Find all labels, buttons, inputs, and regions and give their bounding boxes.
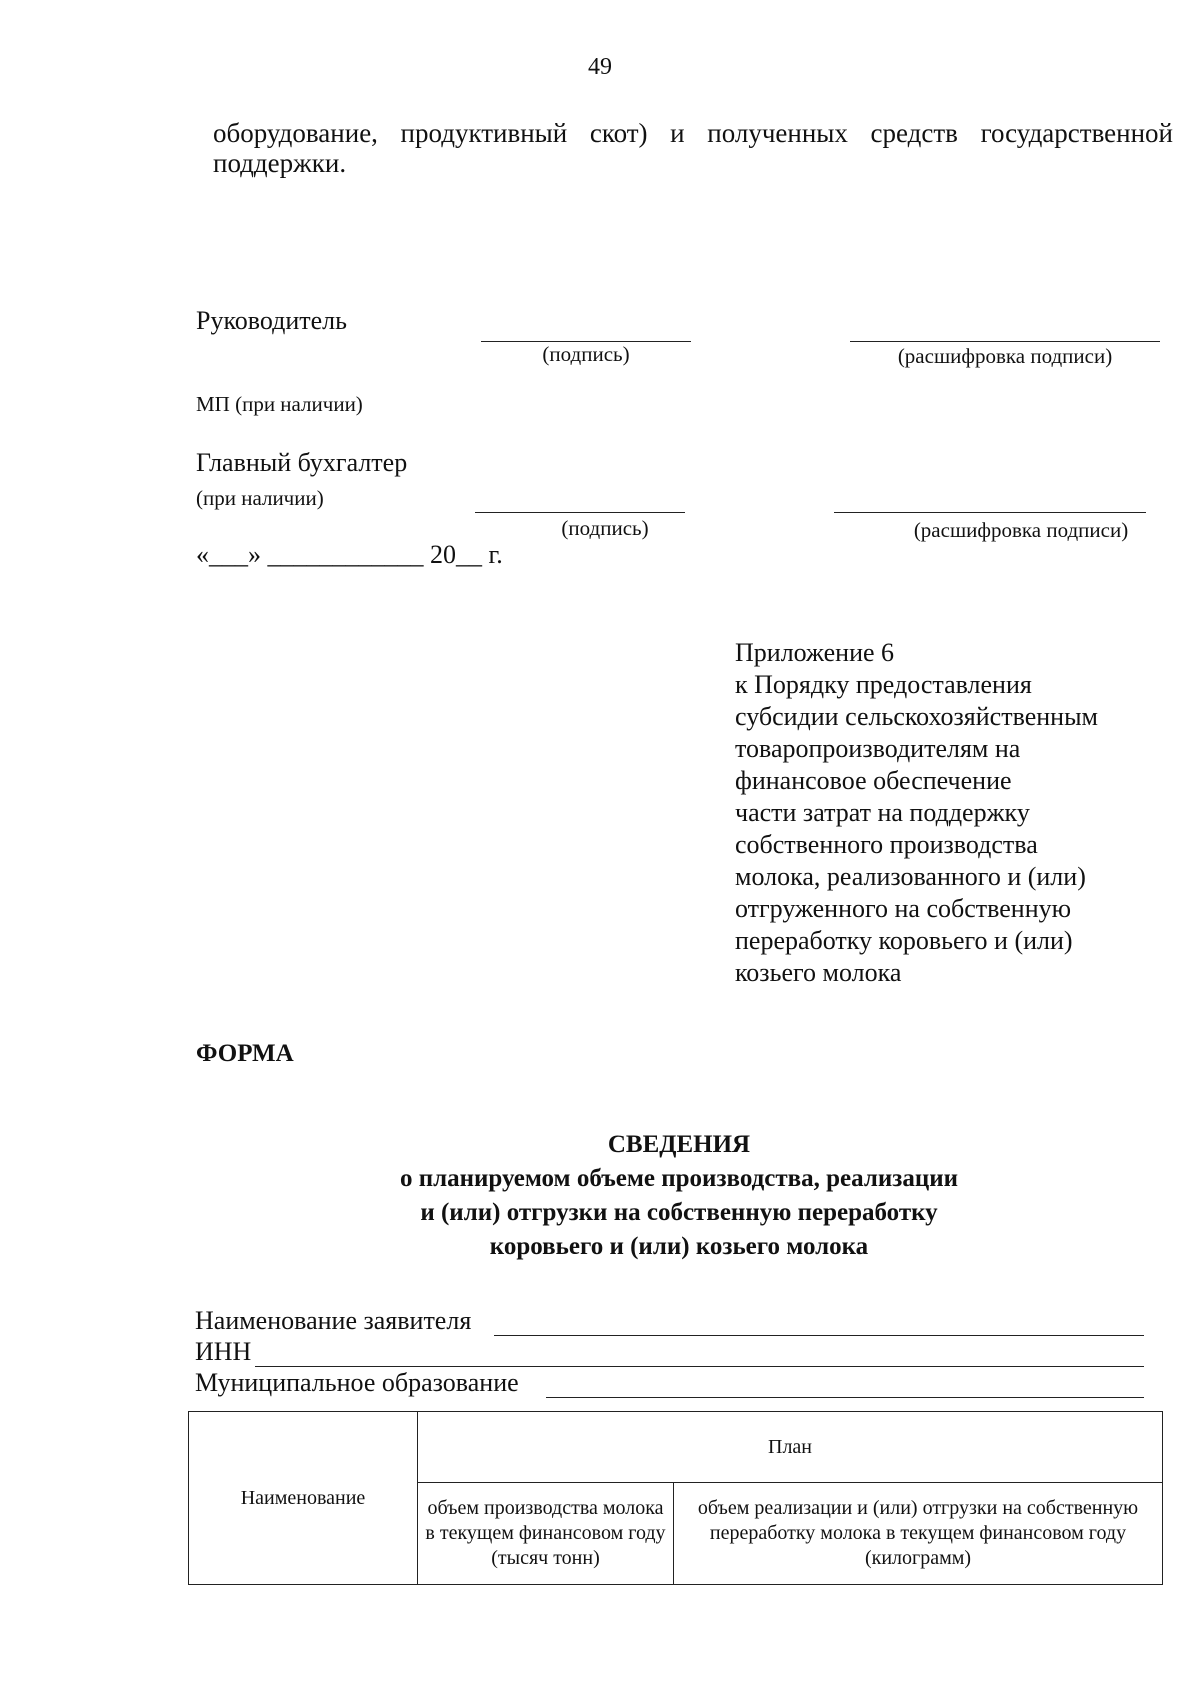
chief-accountant-label: Главный бухгалтер — [196, 448, 408, 477]
accountant-decoding-line — [834, 512, 1146, 513]
heading-line-2: и (или) отгрузки на собственную переработку — [420, 1199, 938, 1226]
appendix-line: отгруженного на собственную — [735, 894, 1072, 923]
signature-caption: (подпись) — [542, 342, 630, 366]
heading-line-1: о планируемом объеме производства, реализации — [399, 1165, 959, 1192]
signature-caption-2: (подпись) — [561, 516, 649, 540]
appendix-line: части затрат на поддержку — [735, 798, 1030, 827]
table-header-production: объем производства молока в текущем финансовом году (тысяч тонн) — [418, 1483, 674, 1585]
appendix-line: финансовое обеспечение — [735, 766, 1012, 795]
heading-line-3: коровьего и (или) козьего молока — [489, 1233, 869, 1260]
appendix-line: товаропроизводителям на — [735, 734, 1021, 763]
decoding-caption: (расшифровка подписи) — [897, 344, 1113, 368]
municipality-label: Муниципальное образование — [195, 1368, 519, 1397]
form-label: ФОРМА — [196, 1040, 294, 1067]
appendix-line: переработку коровьего и (или) — [735, 926, 1073, 955]
stamp-label: МП (при наличии) — [196, 392, 363, 416]
director-decoding-line — [850, 341, 1160, 342]
continuation-paragraph: оборудование, продуктивный скот) и полученных средств государственной поддержки. — [213, 118, 1173, 178]
applicant-name-line — [494, 1335, 1144, 1336]
plan-table — [188, 1411, 1163, 1585]
inn-label: ИНН — [195, 1337, 252, 1366]
table-header-plan: План — [418, 1412, 1163, 1483]
appendix-line: субсидии сельскохозяйственным — [735, 702, 1098, 731]
inn-line — [255, 1366, 1144, 1367]
accountant-signature-line — [475, 512, 685, 513]
appendix-line: Приложение 6 — [735, 638, 895, 667]
appendix-line: молока, реализованного и (или) — [735, 862, 1086, 891]
heading-title: СВЕДЕНИЯ — [607, 1131, 751, 1158]
appendix-line: собственного производства — [735, 830, 1038, 859]
appendix-line: козьего молока — [735, 958, 902, 987]
applicant-name-label: Наименование заявителя — [195, 1306, 472, 1335]
decoding-caption-2: (расшифровка подписи) — [913, 518, 1129, 542]
director-label: Руководитель — [196, 306, 347, 335]
municipality-line — [546, 1397, 1144, 1398]
table-header-sales: объем реализации и (или) отгрузки на собственную переработку молока в текущем финансовом году (килограмм) — [674, 1483, 1163, 1585]
chief-accountant-note: (при наличии) — [196, 486, 324, 510]
appendix-line: к Порядку предоставления — [735, 670, 1032, 699]
table-header-name: Наименование — [189, 1412, 418, 1585]
date-line: «___» ____________ 20__ г. — [196, 540, 503, 569]
page-number: 49 — [588, 54, 612, 80]
appendix-block — [735, 637, 1098, 989]
